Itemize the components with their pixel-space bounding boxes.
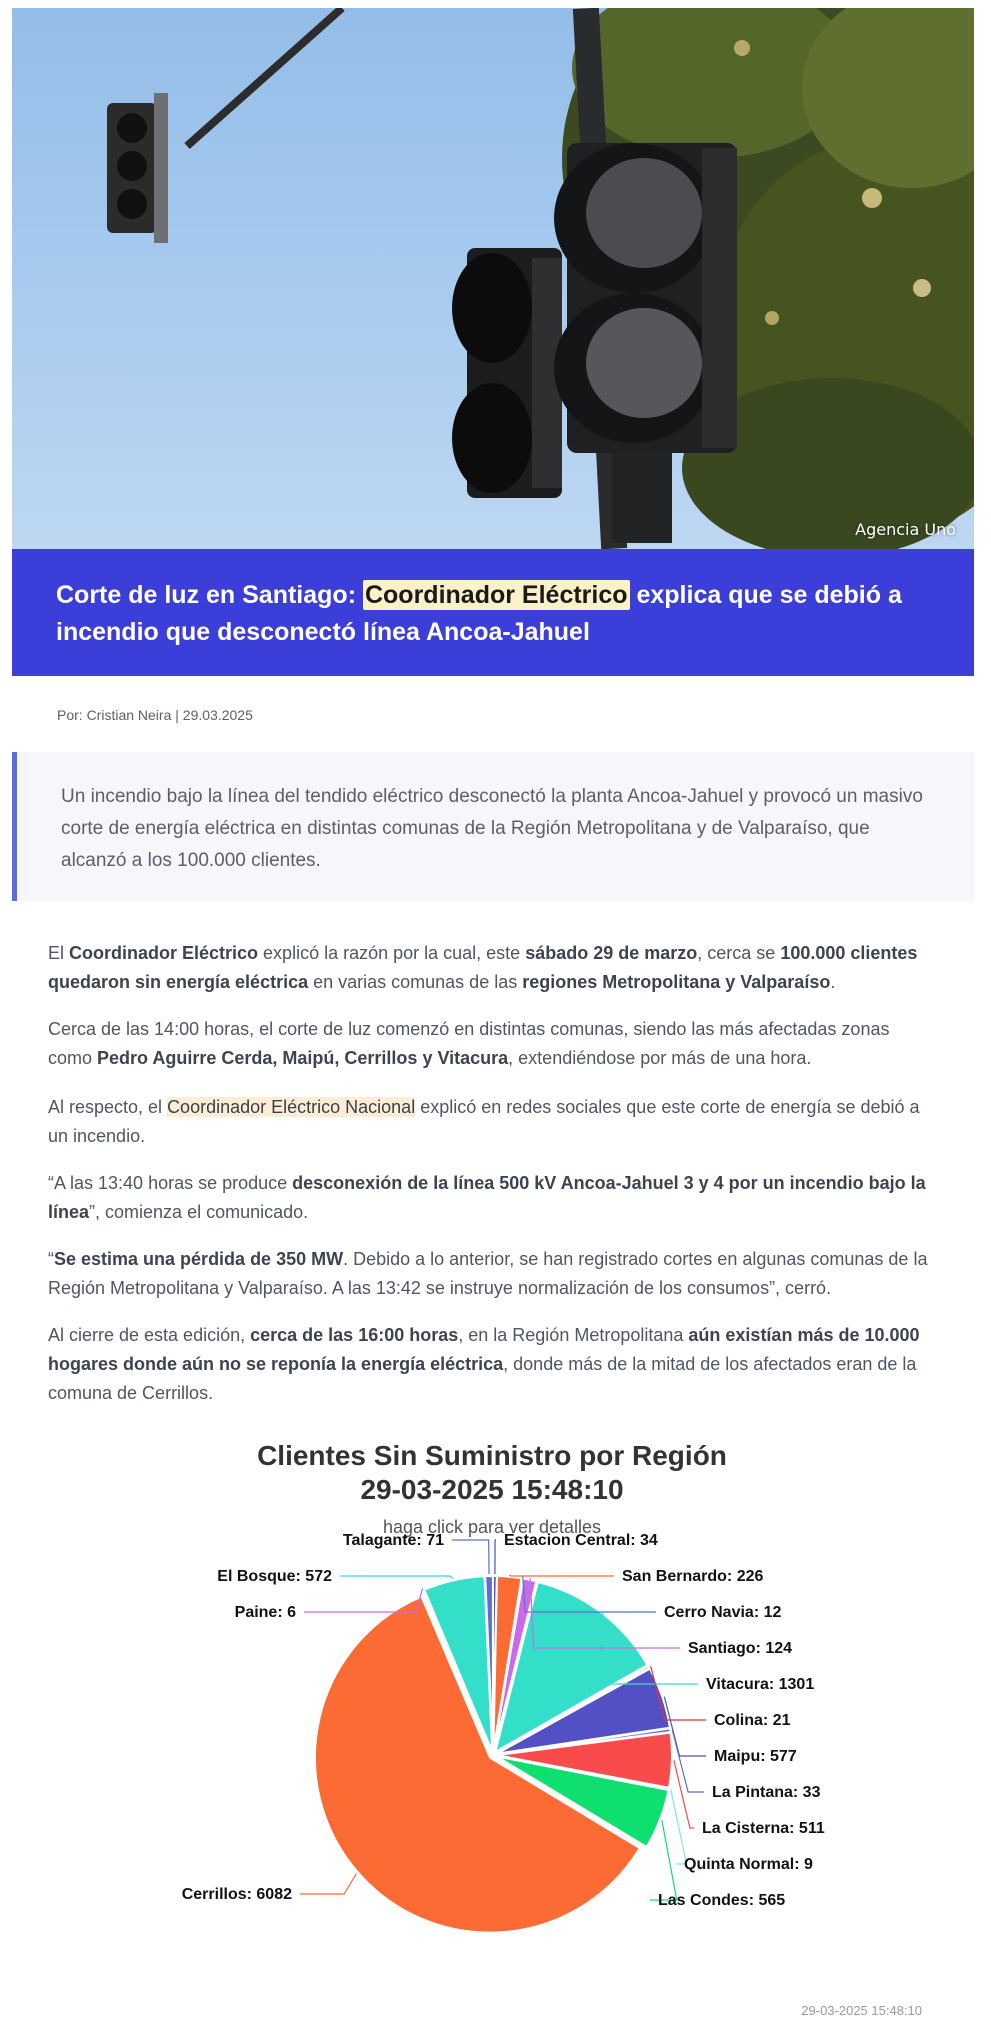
- pie-label: Maipu: 577: [714, 1748, 797, 1765]
- pie-connector: [509, 1575, 614, 1576]
- paragraph-4: [48, 1169, 938, 1227]
- bold-text: desconexión de la línea 500 kV Ancoa-Jahuel 3 y 4 por un incendio bajo la línea: [48, 1173, 926, 1222]
- pie-label: Cerrillos: 6082: [181, 1886, 292, 1903]
- pie-label: Cerro Navia: 12: [664, 1604, 782, 1621]
- text: , en la Región Metropolitana: [458, 1325, 689, 1345]
- paragraph-6: [48, 1321, 938, 1408]
- bold-text: sábado 29 de marzo: [525, 943, 698, 963]
- pie-label: El Bosque: 572: [217, 1568, 332, 1585]
- title-highlight-link[interactable]: Coordinador Eléctrico: [364, 581, 628, 609]
- bold-text: regiones Metropolitana y Valparaíso: [522, 972, 831, 992]
- text: en varias comunas de las: [308, 972, 523, 992]
- text: “: [48, 1249, 54, 1269]
- text: El: [48, 943, 70, 963]
- text: ”, comienza el comunicado.: [89, 1202, 309, 1222]
- lead-quote: [12, 752, 974, 901]
- hero-image: [12, 8, 974, 549]
- text: “A las 13:40 horas se produce: [48, 1173, 293, 1193]
- text: , cerca se: [697, 943, 781, 963]
- paragraph-1: [48, 939, 938, 997]
- bold-text: Coordinador Eléctrico: [69, 943, 259, 963]
- bold-text: 100.000 clientes quedaron sin energía eléctrica: [48, 943, 918, 992]
- bold-text: Se estima una pérdida de 350 MW: [54, 1249, 344, 1269]
- pie-label: Estacion Central: 34: [504, 1532, 658, 1549]
- pie-connector: [671, 1789, 687, 1864]
- pie-label: San Bernardo: 226: [622, 1568, 764, 1585]
- title-text-end: explica que se debió a incendio que desconectó línea Ancoa-Jahuel: [56, 581, 902, 646]
- bold-text: Pedro Aguirre Cerda, Maipú, Cerrillos y Vitacura: [97, 1048, 509, 1068]
- side-traffic-light: [452, 248, 562, 498]
- paragraph-2: [48, 1015, 938, 1073]
- chart-timestamp: 29-03-2025 15:48:10: [801, 2003, 922, 2018]
- paragraph-3: [48, 1093, 938, 1151]
- pie-label: La Pintana: 33: [712, 1784, 821, 1801]
- pie-connector: [452, 1540, 489, 1574]
- pie-connector: [340, 1576, 453, 1578]
- text: , extendiéndose por más de una hora.: [508, 1048, 812, 1068]
- outage-pie-chart[interactable]: [12, 1425, 974, 2029]
- small-traffic-light: [107, 93, 168, 243]
- paragraph-5: [48, 1245, 938, 1303]
- traffic-light-photo: [12, 8, 974, 549]
- photo-credit: Agencia Uno: [855, 520, 956, 539]
- lead-text: Un incendio bajo la línea del tendido eléctrico desconectó la planta Ancoa-Jahuel y provocó un masivo corte de energía eléctrica en distintas comunas de la Región Metropolitana y de Valparaíso, que alcanzó a los 100.000 clientes.: [61, 786, 923, 871]
- pie-label: Talagante: 71: [342, 1532, 444, 1549]
- chart-subtitle[interactable]: haga click para ver detalles: [382, 1517, 602, 1537]
- chart-title: Clientes Sin Suministro por Región: [257, 1440, 727, 1471]
- text: . Debido a lo anterior, se han registrado cortes en algunas comunas de la Región Metropolitana y Valparaíso. A las 13:42 se instruye normalización de los consumos”, cerró.: [48, 1249, 928, 1298]
- pie-chart-svg[interactable]: [12, 1425, 974, 2029]
- headline-band: [12, 549, 974, 676]
- text: Cerca de las 14:00 horas, el corte de luz comenzó en distintas comunas, siendo las más afectadas zonas como: [48, 1019, 890, 1068]
- article-title: [56, 577, 930, 651]
- text: .: [830, 972, 836, 992]
- byline: Por: Cristian Neira | 29.03.2025: [57, 707, 253, 723]
- pie-label: Las Condes: 565: [658, 1892, 786, 1909]
- title-text: Corte de luz en Santiago:: [56, 581, 363, 609]
- text: Al respecto, el: [48, 1097, 168, 1117]
- chart-title-date: 29-03-2025 15:48:10: [360, 1474, 624, 1505]
- text: , donde más de la mitad de los afectados eran de la comuna de Cerrillos.: [48, 1354, 917, 1403]
- pie-label: Santiago: 124: [688, 1640, 793, 1657]
- pie-label: Vitacura: 1301: [706, 1676, 815, 1693]
- pie-label: Quinta Normal: 9: [684, 1856, 813, 1873]
- pie-connector: [672, 1730, 704, 1792]
- pie-connector: [495, 1540, 496, 1574]
- pie-slices[interactable]: [315, 1576, 672, 1933]
- pie-label: Paine: 6: [234, 1604, 296, 1621]
- article-body: [48, 939, 938, 1426]
- highlight-link[interactable]: Coordinador Eléctrico Nacional: [167, 1097, 416, 1117]
- text: explicó en redes sociales que este corte de energía se debió a un incendio.: [48, 1097, 920, 1146]
- pie-connector: [300, 1874, 356, 1894]
- text: Al cierre de esta edición,: [48, 1325, 251, 1345]
- bold-text: aún existían más de 10.000 hogares donde aún no se reponía la energía eléctrica: [48, 1325, 920, 1374]
- pie-label: Colina: 21: [714, 1712, 791, 1729]
- bold-text: cerca de las 16:00 horas: [250, 1325, 459, 1345]
- text: explicó la razón por la cual, este: [258, 943, 526, 963]
- pie-label: La Cisterna: 511: [702, 1820, 825, 1837]
